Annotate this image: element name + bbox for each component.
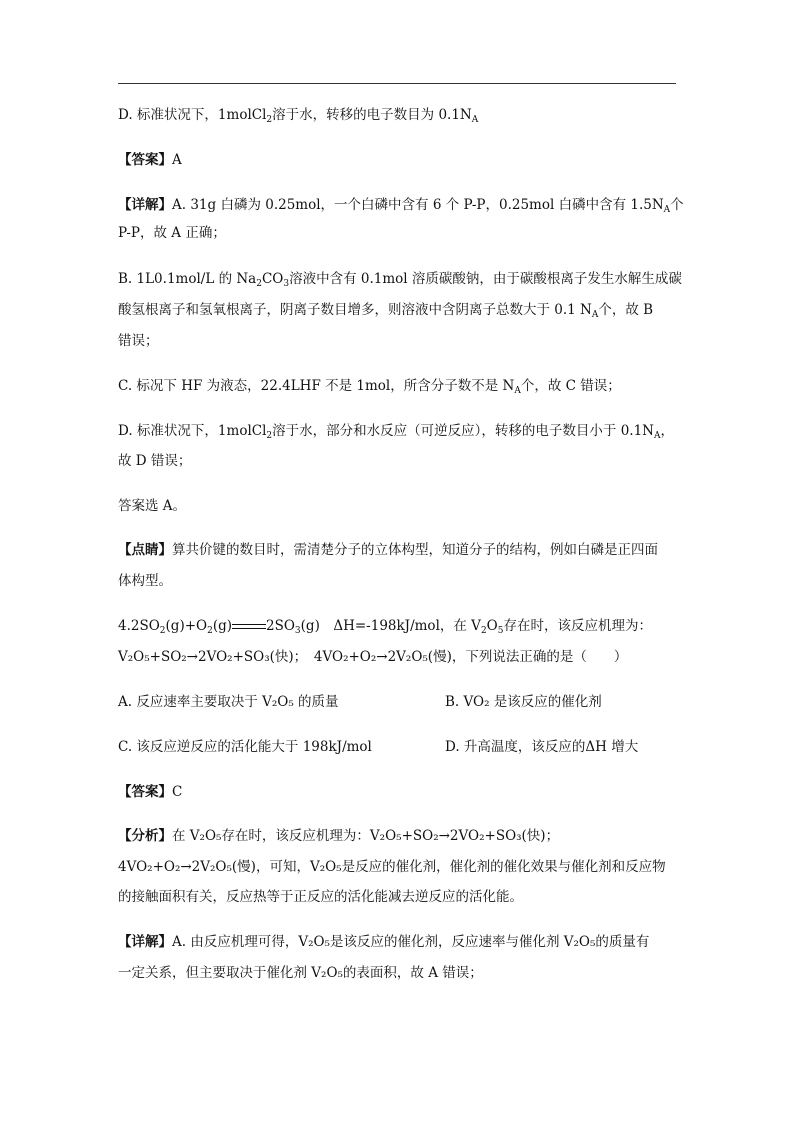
- q4-stem-line1: $4.2SO_2(g)+O_2(g)$ $2SO_3(g)$ ΔH=-198kJ/mol，在 $V_2O_5$存在时，该反应机理为：: [118, 618, 652, 636]
- q3-detail-b-line3: 错误；: [118, 333, 159, 349]
- equilibrium-arrow-icon: [232, 623, 266, 631]
- q3-option-d: D. 标准状况下，1molCl$_2$溶于水，转移的电子数目为 $0.1N_A$: [118, 107, 479, 125]
- q4-option-d: D. 升高温度，该反应的ΔH 增大: [445, 739, 639, 755]
- q4-analysis-line2: 4VO₂+O₂→2V₂O₅(慢)，可知，V₂O₅是反应的催化剂，催化剂的催化效果与催化剂和反应物: [118, 859, 666, 875]
- q4-stem-line2: V₂O₅+SO₂→2VO₂+SO₃(快)； 4VO₂+O₂→2V₂O₅(慢)，下列说法正确的是（ ）: [118, 649, 628, 665]
- q4-answer: 【答案】C: [118, 784, 183, 800]
- q4-analysis-line1: 【分析】在 V₂O₅存在时，该反应机理为：V₂O₅+SO₂→2VO₂+SO₃(快)；: [118, 828, 560, 844]
- q3-conclusion: 答案选 A。: [118, 498, 187, 514]
- q4-detail-line1: 【详解】A. 由反应机理可得，V₂O₅是该反应的催化剂，反应速率与催化剂 V₂O₅的质量有: [118, 934, 650, 950]
- q4-detail-line2: 一定关系，但主要取决于催化剂 V₂O₅的表面积，故 A 错误；: [118, 965, 483, 981]
- q3-detail-b-line2: 酸氢根离子和氢氧根离子，阴离子数目增多，则溶液中含阴离子总数大于 0.1 $N_A$个，故 B: [118, 302, 654, 320]
- q3-detail-d-line1: D. 标准状况下，1molCl$_2$溶于水，部分和水反应（可逆反应），转移的电子数目小于 $0.1N_A$，: [118, 423, 674, 441]
- q3-detail-a-line2: P-P，故 A 正确；: [118, 225, 226, 241]
- q3-answer: 【答案】A: [118, 152, 182, 168]
- q4-analysis-line3: 的接触面积有关，反应热等于正反应的活化能减去逆反应的活化能。: [118, 889, 523, 905]
- q4-option-a: A. 反应速率主要取决于 V₂O₅ 的质量: [118, 694, 339, 710]
- q3-detail-b-line1: B. 1L0.1mol/L 的 $Na_2CO_3$溶液中含有 0.1mol 溶质碳酸钠，由于碳酸根离子发生水解生成碳: [118, 271, 682, 289]
- q4-option-c: C. 该反应逆反应的活化能大于 198kJ/mol: [118, 739, 372, 755]
- q3-note-line2: 体构型。: [118, 573, 172, 589]
- q4-option-b: B. VO₂ 是该反应的催化剂: [445, 694, 602, 710]
- q3-detail-c: C. 标况下 HF 为液态，22.4LHF 不是 1mol，所含分子数不是 $N_A$个，故 C 错误；: [118, 378, 621, 396]
- q3-detail-d-line2: 故 D 错误；: [118, 453, 192, 469]
- q3-note-line1: 【点睛】算共价键的数目时，需清楚分子的立体构型，知道分子的结构，例如白磷是正四面: [118, 542, 658, 558]
- q3-detail-a-line1: 【详解】A. 31g 白磷为 0.25mol，一个白磷中含有 6 个 P-P，0.25mol 白磷中含有 $1.5N_A$个: [118, 197, 684, 215]
- header-rule: [118, 83, 676, 84]
